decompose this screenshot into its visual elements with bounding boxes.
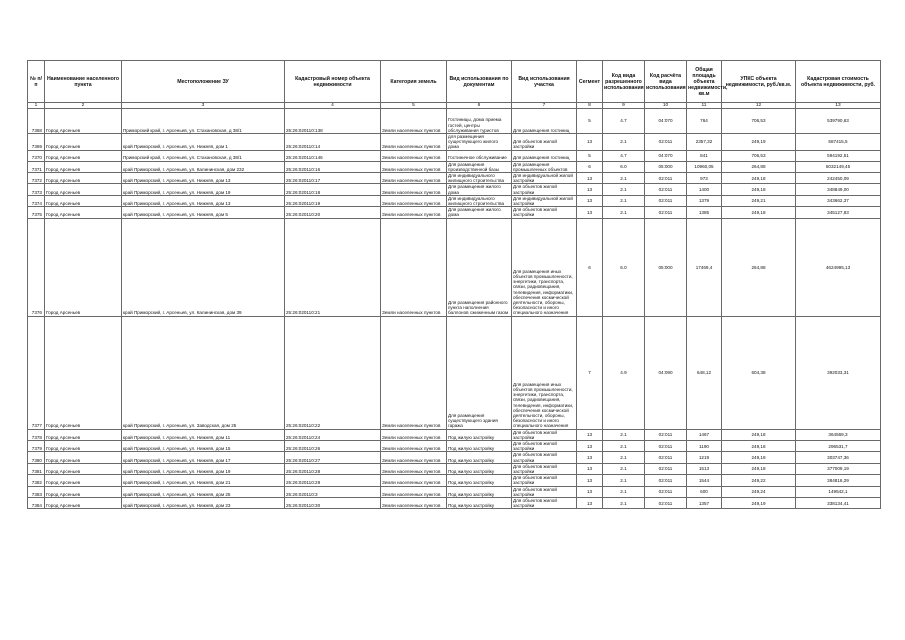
- use-calc-code: 02:011: [645, 173, 687, 184]
- total-area: 1544: [687, 475, 722, 486]
- specific-cadastral-value: 706,53: [722, 109, 796, 134]
- segment: 13: [577, 184, 603, 195]
- header-cell: Наименование населенного пункта: [45, 61, 122, 103]
- total-area: 648,12: [687, 316, 722, 429]
- table-row: [28, 218, 881, 316]
- cadastral-value: 348849,00: [796, 184, 881, 195]
- column-number: 7: [512, 103, 577, 109]
- segment: 13: [577, 452, 603, 463]
- documented-use: Под жилую застройку: [447, 475, 512, 486]
- cadastral-number: 25:26:020110:21: [285, 218, 381, 316]
- settlement-name: Город Арсеньев: [45, 150, 122, 161]
- plot-location: Приморский край, г. Арсеньев, ул. Стахановская, д 38/1: [122, 150, 285, 161]
- specific-cadastral-value: 249,24: [722, 486, 796, 497]
- use-calc-code: 02:011: [645, 184, 687, 195]
- plot-location: край Приморский, г. Арсеньев, ул. Нижняя, дом 13: [122, 173, 285, 184]
- column-number: 11: [687, 103, 722, 109]
- row-number: 7373: [28, 184, 45, 195]
- specific-cadastral-value: 249,18: [722, 463, 796, 474]
- row-number: 7379: [28, 441, 45, 452]
- land-category: Земли населенных пунктов: [381, 184, 447, 195]
- segment: 13: [577, 486, 603, 497]
- settlement-name: Город Арсеньев: [45, 463, 122, 474]
- permitted-use-code: 2.1: [603, 195, 645, 206]
- use-calc-code: 02:011: [645, 195, 687, 206]
- column-number: 10: [645, 103, 687, 109]
- total-area: 1385: [687, 207, 722, 218]
- plot-use: Для размещения иных объектов промышленности, энергетики, транспорта, связи, радиовещания, телевидения, информатики, обеспечения космической деятельности, обороны, безопасности и иного специального назначения: [512, 218, 577, 316]
- settlement-name: Город Арсеньев: [45, 134, 122, 151]
- total-area: 600: [687, 486, 722, 497]
- segment: 13: [577, 207, 603, 218]
- documented-use: Под жилую застройку: [447, 452, 512, 463]
- cadastral-number: 25:26:020110:20: [285, 207, 381, 218]
- permitted-use-code: 4.7: [603, 109, 645, 134]
- cadastral-value: 594192,51: [796, 150, 881, 161]
- header-cell: Сегмент: [577, 61, 603, 103]
- column-number: 13: [796, 103, 881, 109]
- specific-cadastral-value: 706,53: [722, 150, 796, 161]
- land-category: Земли населенных пунктов: [381, 173, 447, 184]
- header-cell: Общая площадь объекта недвижимости, кв.м: [687, 61, 722, 103]
- specific-cadastral-value: 249,21: [722, 195, 796, 206]
- use-calc-code: 02:011: [645, 441, 687, 452]
- cadastral-value: 303747,36: [796, 452, 881, 463]
- plot-use: Для объектов жилой застройки: [512, 134, 577, 151]
- cadastral-value: 296531,7: [796, 441, 881, 452]
- row-number: 7382: [28, 475, 45, 486]
- segment: 13: [577, 134, 603, 151]
- plot-use: Для объектов жилой застройки: [512, 184, 577, 195]
- total-area: 17469,4: [687, 218, 722, 316]
- table-body: [28, 109, 881, 509]
- column-number: 2: [45, 103, 122, 109]
- permitted-use-code: 6.0: [603, 218, 645, 316]
- header-cell: УПКС объекта недвижимости, руб./кв.м.: [722, 61, 796, 103]
- cadastral-value: 364569,3: [796, 429, 881, 440]
- specific-cadastral-value: 249,19: [722, 498, 796, 509]
- documented-use: Гостиницы, дома приема гостей, центры обслуживания туристов: [447, 109, 512, 134]
- total-area: 1219: [687, 452, 722, 463]
- specific-cadastral-value: 264,88: [722, 218, 796, 316]
- use-calc-code: 05:000: [645, 218, 687, 316]
- plot-use: Для объектов жилой застройки: [512, 486, 577, 497]
- cadastral-value: 384816,29: [796, 475, 881, 486]
- use-calc-code: 04:090: [645, 316, 687, 429]
- cadastral-number: 25:26:020110:18: [285, 184, 381, 195]
- header-cell: Код вида разрешенного использования: [603, 61, 645, 103]
- settlement-name: Город Арсеньев: [45, 316, 122, 429]
- total-area: 764: [687, 109, 722, 134]
- table-row: [28, 475, 881, 486]
- column-number: 4: [285, 103, 381, 109]
- total-area: 1357: [687, 498, 722, 509]
- plot-location: край Приморский, г. Арсеньев, ул. Нижняя, дом 17: [122, 452, 285, 463]
- total-area: 973: [687, 173, 722, 184]
- permitted-use-code: 2.1: [603, 207, 645, 218]
- permitted-use-code: 2.1: [603, 429, 645, 440]
- table-row: [28, 161, 881, 172]
- plot-location: край Приморский, г. Арсеньев, ул. Нижняя, дом 15: [122, 441, 285, 452]
- table-row: [28, 441, 881, 452]
- table-row: [28, 195, 881, 206]
- specific-cadastral-value: 249,22: [722, 475, 796, 486]
- table-row: [28, 173, 881, 184]
- total-area: 1513: [687, 463, 722, 474]
- row-number: 7374: [28, 195, 45, 206]
- settlement-name: Город Арсеньев: [45, 429, 122, 440]
- land-category: Земли населенных пунктов: [381, 218, 447, 316]
- specific-cadastral-value: 264,88: [722, 161, 796, 172]
- segment: 13: [577, 429, 603, 440]
- column-number: 9: [603, 103, 645, 109]
- cadastral-number: 25:26:020110:3: [285, 486, 381, 497]
- settlement-name: Город Арсеньев: [45, 184, 122, 195]
- table-row: [28, 109, 881, 134]
- permitted-use-code: 4.9: [603, 316, 645, 429]
- cadastral-value: 392033,31: [796, 316, 881, 429]
- settlement-name: Город Арсеньев: [45, 207, 122, 218]
- use-calc-code: 04:070: [645, 150, 687, 161]
- documented-use: Для размещения жилого дома: [447, 207, 512, 218]
- land-category: Земли населенных пунктов: [381, 150, 447, 161]
- land-category: Земли населенных пунктов: [381, 441, 447, 452]
- plot-use: Для объектов жилой застройки: [512, 207, 577, 218]
- settlement-name: Город Арсеньев: [45, 452, 122, 463]
- permitted-use-code: 2.1: [603, 463, 645, 474]
- segment: 13: [577, 475, 603, 486]
- cadastral-number: 25:26:020110:28: [285, 463, 381, 474]
- total-area: 1379: [687, 195, 722, 206]
- cadastral-number: 25:26:020110:24: [285, 429, 381, 440]
- row-number: 7384: [28, 498, 45, 509]
- specific-cadastral-value: 249,18: [722, 173, 796, 184]
- land-category: Земли населенных пунктов: [381, 134, 447, 151]
- documented-use: Для индивидуального жилищного строительства: [447, 195, 512, 206]
- header-cell: Кадастровый номер объекта недвижимости: [285, 61, 381, 103]
- cadastral-value: 539790,63: [796, 109, 881, 134]
- use-calc-code: 05:000: [645, 161, 687, 172]
- documented-use: Для индивидуального жилищного строительства: [447, 173, 512, 184]
- specific-cadastral-value: 249,19: [722, 134, 796, 151]
- table-row: [28, 486, 881, 497]
- segment: 13: [577, 498, 603, 509]
- row-number: 7380: [28, 452, 45, 463]
- plot-use: Для индивидуальной жилой застройки: [512, 173, 577, 184]
- segment: 13: [577, 441, 603, 452]
- header-cell: Местоположение ЗУ: [122, 61, 285, 103]
- permitted-use-code: 2.1: [603, 452, 645, 463]
- table-row: [28, 429, 881, 440]
- plot-use: Для размещения гостиниц: [512, 109, 577, 134]
- plot-location: край Приморский, г. Арсеньев, ул. Нижняя, дом 21: [122, 475, 285, 486]
- total-area: 1400: [687, 184, 722, 195]
- settlement-name: Город Арсеньев: [45, 486, 122, 497]
- table-row: [28, 498, 881, 509]
- plot-use: Для объектов жилой застройки: [512, 463, 577, 474]
- header-cell: Вид использования по документам: [447, 61, 512, 103]
- plot-use: Для объектов жилой застройки: [512, 441, 577, 452]
- documented-use: Для размещения жилого дома: [447, 184, 512, 195]
- permitted-use-code: 2.1: [603, 173, 645, 184]
- permitted-use-code: 4.7: [603, 150, 645, 161]
- settlement-name: Город Арсеньев: [45, 475, 122, 486]
- use-calc-code: 02:011: [645, 452, 687, 463]
- documented-use: Гостиничное обслуживание: [447, 150, 512, 161]
- land-category: Земли населенных пунктов: [381, 475, 447, 486]
- total-area: 2357,32: [687, 134, 722, 151]
- plot-use: Для объектов жилой застройки: [512, 429, 577, 440]
- plot-use: Для объектов жилой застройки: [512, 475, 577, 486]
- segment: 13: [577, 463, 603, 474]
- settlement-name: Город Арсеньев: [45, 161, 122, 172]
- cadastral-number: 25:26:020110:16: [285, 161, 381, 172]
- land-category: Земли населенных пунктов: [381, 161, 447, 172]
- column-number: 8: [577, 103, 603, 109]
- cadastral-number: 25:26:020110:26: [285, 441, 381, 452]
- documented-use: Под жилую застройку: [447, 498, 512, 509]
- documented-use: Под жилую застройку: [447, 463, 512, 474]
- permitted-use-code: 2.1: [603, 486, 645, 497]
- column-number: 3: [122, 103, 285, 109]
- plot-use: Для размещения промышленных объектов: [512, 161, 577, 172]
- land-category: Земли населенных пунктов: [381, 463, 447, 474]
- segment: 5: [577, 109, 603, 134]
- segment: 5: [577, 150, 603, 161]
- table-row: [28, 184, 881, 195]
- plot-location: край Приморский, г. Арсеньев, ул. Нижняя, дом 11: [122, 429, 285, 440]
- specific-cadastral-value: 249,18: [722, 441, 796, 452]
- row-number: 7376: [28, 218, 45, 316]
- column-number: 5: [381, 103, 447, 109]
- specific-cadastral-value: 249,18: [722, 452, 796, 463]
- header-cell: Вид использования участка: [512, 61, 577, 103]
- permitted-use-code: 2.1: [603, 441, 645, 452]
- land-category: Земли населенных пунктов: [381, 429, 447, 440]
- documented-use: Под жилую застройку: [447, 429, 512, 440]
- table-row: [28, 316, 881, 429]
- cadastral-number: 25:26:020110:19: [285, 195, 381, 206]
- documented-use: для размещения существующего жилого дома: [447, 134, 512, 151]
- documented-use: Для размещения существующего здания гаража: [447, 316, 512, 429]
- segment: 13: [577, 173, 603, 184]
- land-category: Земли населенных пунктов: [381, 109, 447, 134]
- table-row: [28, 452, 881, 463]
- plot-location: край Приморский, г. Арсеньев, ул. Нижняя, дом 1: [122, 134, 285, 151]
- documented-use: Под жилую застройку: [447, 441, 512, 452]
- cadastral-number: 25:26:020110:27: [285, 452, 381, 463]
- land-category: Земли населенных пунктов: [381, 195, 447, 206]
- row-number: 7371: [28, 161, 45, 172]
- segment: 13: [577, 195, 603, 206]
- use-calc-code: 02:011: [645, 207, 687, 218]
- permitted-use-code: 2.1: [603, 475, 645, 486]
- use-calc-code: 02:011: [645, 134, 687, 151]
- total-area: 10960,05: [687, 161, 722, 172]
- column-number: 6: [447, 103, 512, 109]
- cadastral-value: 242450,09: [796, 173, 881, 184]
- land-category: Земли населенных пунктов: [381, 498, 447, 509]
- cadastral-value: 5032149,45: [796, 161, 881, 172]
- permitted-use-code: 2.1: [603, 498, 645, 509]
- plot-location: край Приморский, г. Арсеньев, ул. Нижняя, дом 25: [122, 486, 285, 497]
- settlement-name: Город Арсеньев: [45, 218, 122, 316]
- plot-location: край Приморский, г. Арсеньев, ул. Заводская, дом 25: [122, 316, 285, 429]
- header-cell: Код расчёта вида использования: [645, 61, 687, 103]
- column-number: 1: [28, 103, 45, 109]
- permitted-use-code: 2.1: [603, 184, 645, 195]
- settlement-name: Город Арсеньев: [45, 498, 122, 509]
- use-calc-code: 02:011: [645, 486, 687, 497]
- row-number: 7375: [28, 207, 45, 218]
- settlement-name: Город Арсеньев: [45, 109, 122, 134]
- row-number: 7370: [28, 150, 45, 161]
- header-row: [28, 61, 881, 103]
- specific-cadastral-value: 249,18: [722, 207, 796, 218]
- cadastral-number: 25:26:020110:138: [285, 109, 381, 134]
- plot-location: край Приморский, г. Арсеньев, ул. Калининская, дом 39: [122, 218, 285, 316]
- cadastral-number: 25:26:020110:22: [285, 316, 381, 429]
- plot-location: край Приморский, г. Арсеньев, ул. Нижняя, дом 13: [122, 195, 285, 206]
- use-calc-code: 02:011: [645, 498, 687, 509]
- cadastral-value: 149542,1: [796, 486, 881, 497]
- row-number: 7372: [28, 173, 45, 184]
- land-category: Земли населенных пунктов: [381, 316, 447, 429]
- header-cell: Кадастровая стоимость объекта недвижимости, руб.: [796, 61, 881, 103]
- total-area: 1190: [687, 441, 722, 452]
- total-area: 841: [687, 150, 722, 161]
- column-number: 12: [722, 103, 796, 109]
- land-category: Земли населенных пунктов: [381, 207, 447, 218]
- use-calc-code: 02:011: [645, 475, 687, 486]
- specific-cadastral-value: 249,18: [722, 184, 796, 195]
- header-cell: Категория земель: [381, 61, 447, 103]
- plot-use: Для размещения иных объектов промышленности, энергетики, транспорта, связи, радиовещания, телевидения, информатики, обеспечения космической деятельности, обороны, безопасности и иного специального назначения: [512, 316, 577, 429]
- segment: 6: [577, 218, 603, 316]
- plot-use: Для объектов жилой застройки: [512, 498, 577, 509]
- cadastral-value: 338134,41: [796, 498, 881, 509]
- plot-use: Для индивидуальной жилой застройки: [512, 195, 577, 206]
- segment: 6: [577, 161, 603, 172]
- cadastral-number: 25:26:020110:146: [285, 150, 381, 161]
- plot-location: край Приморский, г. Арсеньев, ул. Нижняя, дом 19: [122, 184, 285, 195]
- table-row: [28, 207, 881, 218]
- plot-location: край Приморский, г. Арсеньев, ул. Калининская, дом 232: [122, 161, 285, 172]
- use-calc-code: 02:011: [645, 463, 687, 474]
- cadastral-value: 343662,37: [796, 195, 881, 206]
- table-row: [28, 134, 881, 151]
- plot-use: Для размещения гостиниц: [512, 150, 577, 161]
- settlement-name: Город Арсеньев: [45, 195, 122, 206]
- documented-use: Для размещения районного пункта наполнения баллонов сжиженным газом: [447, 218, 512, 316]
- cadastral-number: 25:26:020110:17: [285, 173, 381, 184]
- plot-location: край Приморский, г. Арсеньев, ул. Нижняя, дом 5: [122, 207, 285, 218]
- settlement-name: Город Арсеньев: [45, 173, 122, 184]
- segment: 7: [577, 316, 603, 429]
- cadastral-value: 587415,5: [796, 134, 881, 151]
- use-calc-code: 02:011: [645, 429, 687, 440]
- use-calc-code: 04:070: [645, 109, 687, 134]
- cadastral-number: 25:26:020110:30: [285, 498, 381, 509]
- settlement-name: Город Арсеньев: [45, 441, 122, 452]
- header-cell: № п/п: [28, 61, 45, 103]
- plot-location: край Приморский, г. Арсеньев, ул. Нижняя, дом 23: [122, 498, 285, 509]
- row-number: 7368: [28, 109, 45, 134]
- table-row: [28, 463, 881, 474]
- specific-cadastral-value: 249,18: [722, 429, 796, 440]
- documented-use: Под жилую застройку: [447, 486, 512, 497]
- row-number: 7378: [28, 429, 45, 440]
- plot-location: Приморский край, г. Арсеньев, ул. Стахановская, д 38/1: [122, 109, 285, 134]
- cadastral-value: 4624995,13: [796, 218, 881, 316]
- total-area: 1467: [687, 429, 722, 440]
- cadastral-value: 345127,83: [796, 207, 881, 218]
- documented-use: Для размещения производственной базы: [447, 161, 512, 172]
- permitted-use-code: 2.1: [603, 134, 645, 151]
- row-number: 7369: [28, 134, 45, 151]
- cadastral-value: 377009,19: [796, 463, 881, 474]
- cadastre-table: [27, 60, 881, 509]
- row-number: 7383: [28, 486, 45, 497]
- row-number: 7377: [28, 316, 45, 429]
- specific-cadastral-value: 604,38: [722, 316, 796, 429]
- cadastral-number: 25:26:020110:29: [285, 475, 381, 486]
- land-category: Земли населенных пунктов: [381, 452, 447, 463]
- cadastre-sheet: [27, 60, 880, 509]
- land-category: Земли населенных пунктов: [381, 486, 447, 497]
- row-number: 7381: [28, 463, 45, 474]
- plot-use: Для объектов жилой застройки: [512, 452, 577, 463]
- plot-location: край Приморский, г. Арсеньев, ул. Нижняя, дом 19: [122, 463, 285, 474]
- permitted-use-code: 6.0: [603, 161, 645, 172]
- table-row: [28, 150, 881, 161]
- cadastral-number: 25:26:020110:14: [285, 134, 381, 151]
